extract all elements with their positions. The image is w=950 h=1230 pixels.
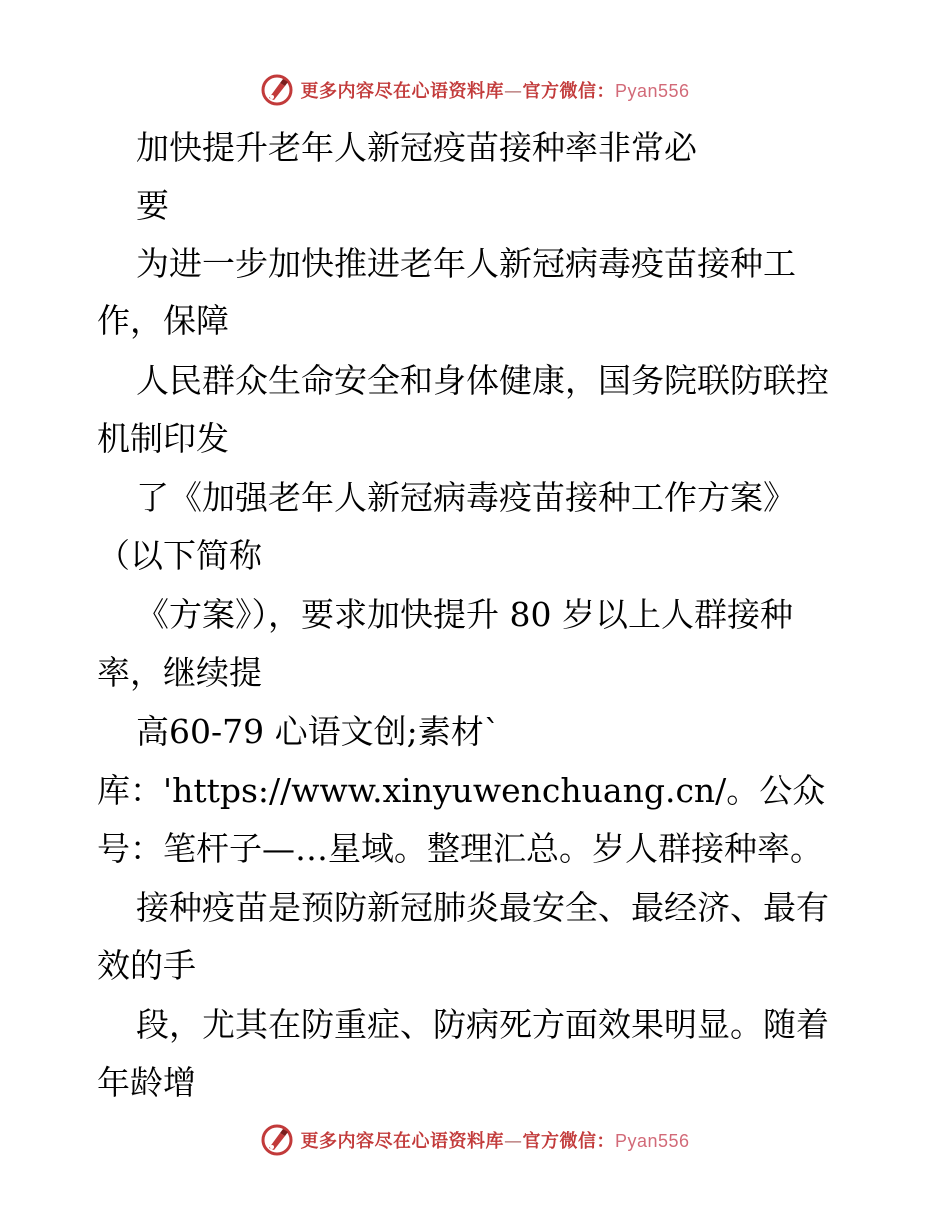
brand-logo-icon [260,73,294,107]
header-wechat-label: 官方微信： [522,81,615,102]
footer-site-name: 更多内容尽在心语资料库 [300,1131,504,1152]
document-line: 为进一步加快推进老年人新冠病毒疫苗接种工 [136,244,796,283]
document-line: 接种疫苗是预防新冠肺炎最安全、最经济、最有 [136,888,829,927]
header-site-name: 更多内容尽在心语资料库 [300,81,504,102]
document-line: 要 [136,186,169,225]
footer-banner [0,1120,950,1160]
document-line: 段，尤其在防重症、防病死方面效果明显。随着 [136,1005,829,1044]
document-line: 库：'https://www.xinyuwenchuang.cn/。公众 [97,771,826,810]
document-line: 机制印发 [97,419,229,458]
document-line: 率，继续提 [97,653,262,692]
document-line: 作，保障 [97,301,229,340]
footer-banner-text [300,1127,689,1153]
footer-dash: — [503,1131,523,1152]
document-line: 高60-79 心语文创;素材` [136,712,501,751]
footer-wechat-id: Pyan556 [614,1131,690,1151]
header-wechat-id: Pyan556 [614,81,690,101]
footer-wechat-label: 官方微信： [522,1131,615,1152]
document-line: 号：笔杆子—…星域。整理汇总。岁人群接种率。 [97,829,823,868]
brand-logo-icon [260,1123,294,1157]
header-banner-text [300,77,689,103]
header-dash: — [503,81,523,102]
document-line: （以下简称 [97,536,262,575]
document-line: 《方案》），要求加快提升 80 岁以上人群接种 [136,595,793,634]
document-line: 加快提升老年人新冠疫苗接种率非常必 [136,128,697,167]
header-banner [0,70,950,110]
document-line: 了《加强老年人新冠病毒疫苗接种工作方案》 [136,478,796,517]
document-line: 人民群众生命安全和身体健康，国务院联防联控 [136,361,829,400]
document-line: 年龄增 [97,1063,196,1102]
document-line: 效的手 [97,946,196,985]
